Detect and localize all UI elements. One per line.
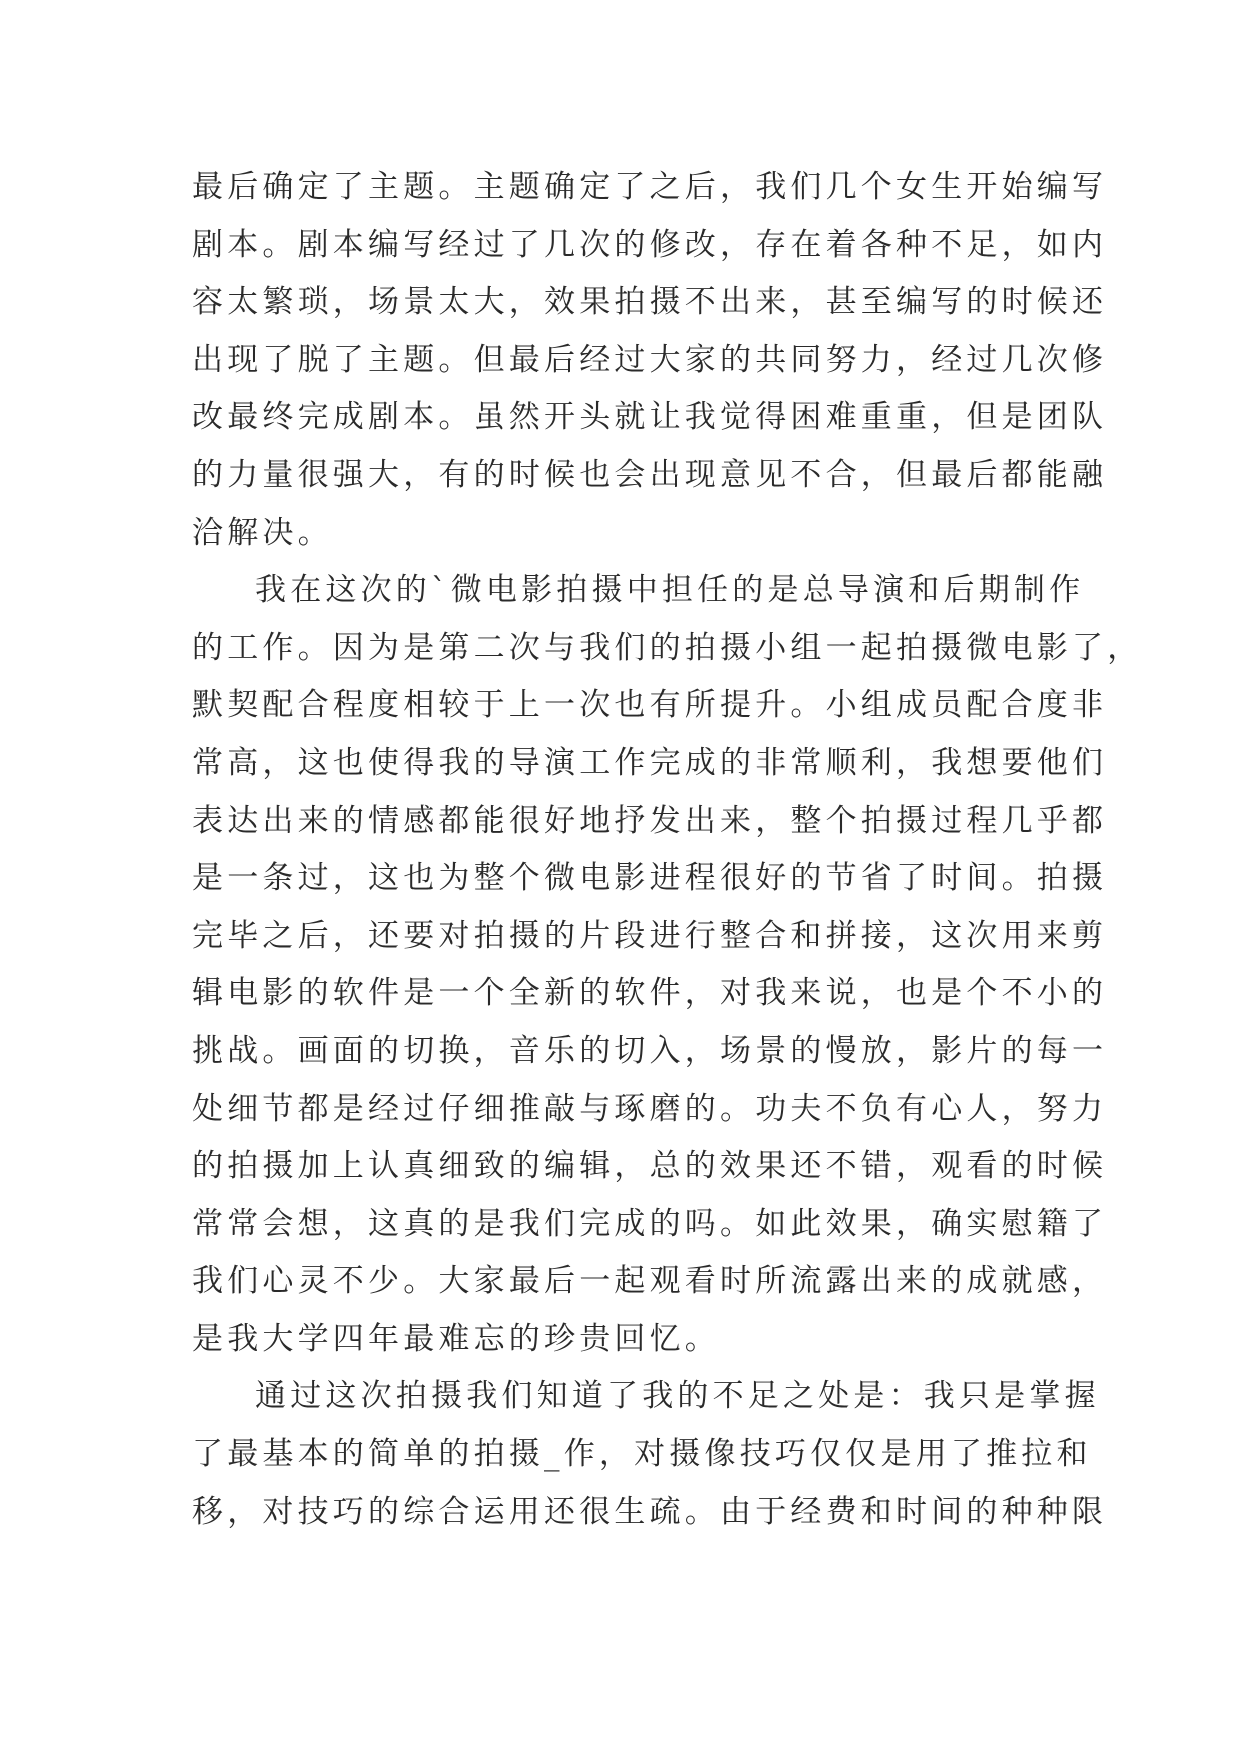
text-line: 剧本。剧本编写经过了几次的修改，存在着各种不足，如内 xyxy=(192,226,1108,263)
text-line: 的力量很强大，有的时候也会出现意见不合，但最后都能融 xyxy=(192,456,1108,493)
text-line: 是我大学四年最难忘的珍贵回忆。 xyxy=(192,1320,720,1357)
text-line: 的拍摄加上认真细致的编辑，总的效果还不错，观看的时候 xyxy=(192,1148,1108,1185)
text-line: 默契配合程度相较于上一次也有所提升。小组成员配合度非 xyxy=(192,687,1108,724)
paragraph-first-line: 我在这次的`微电影拍摄中担任的是总导演和后期制作 xyxy=(255,572,1085,609)
text-line: 出现了脱了主题。但最后经过大家的共同努力，经过几次修 xyxy=(192,341,1108,378)
text-line: 常高，这也使得我的导演工作完成的非常顺利，我想要他们 xyxy=(192,744,1108,781)
text-line: 的工作。因为是第二次与我们的拍摄小组一起拍摄微电影了， xyxy=(192,629,1143,666)
text-line: 完毕之后，还要对拍摄的片段进行整合和拼接，这次用来剪 xyxy=(192,917,1108,954)
text-line: 洽解决。 xyxy=(192,514,333,551)
text-line: 最后确定了主题。主题确定了之后，我们几个女生开始编写 xyxy=(192,169,1108,205)
text-line: 我们心灵不少。大家最后一起观看时所流露出来的成就感， xyxy=(192,1263,1108,1300)
text-line: 移，对技巧的综合运用还很生疏。由于经费和时间的种种限 xyxy=(192,1493,1108,1530)
text-line: 挑战。画面的切换，音乐的切入，场景的慢放，影片的每一 xyxy=(192,1032,1108,1069)
text-line: 辑电影的软件是一个全新的软件，对我来说，也是个不小的 xyxy=(192,975,1108,1012)
text-line: 处细节都是经过仔细推敲与琢磨的。功夫不负有心人，努力 xyxy=(192,1090,1108,1127)
text-line: 改最终完成剧本。虽然开头就让我觉得困难重重，但是团队 xyxy=(192,399,1108,436)
text-line: 常常会想，这真的是我们完成的吗。如此效果，确实慰籍了 xyxy=(192,1205,1108,1242)
paragraph-first-line: 通过这次拍摄我们知道了我的不足之处是：我只是掌握 xyxy=(255,1378,1100,1415)
text-line: 表达出来的情感都能很好地抒发出来，整个拍摄过程几乎都 xyxy=(192,802,1108,839)
text-line: 是一条过，这也为整个微电影进程很好的节省了时间。拍摄 xyxy=(192,860,1108,897)
text-line: 容太繁琐，场景太大，效果拍摄不出来，甚至编写的时候还 xyxy=(192,284,1108,321)
body-text xyxy=(192,159,1143,1541)
text-line: 了最基本的简单的拍摄_作，对摄像技巧仅仅是用了推拉和 xyxy=(192,1436,1092,1473)
